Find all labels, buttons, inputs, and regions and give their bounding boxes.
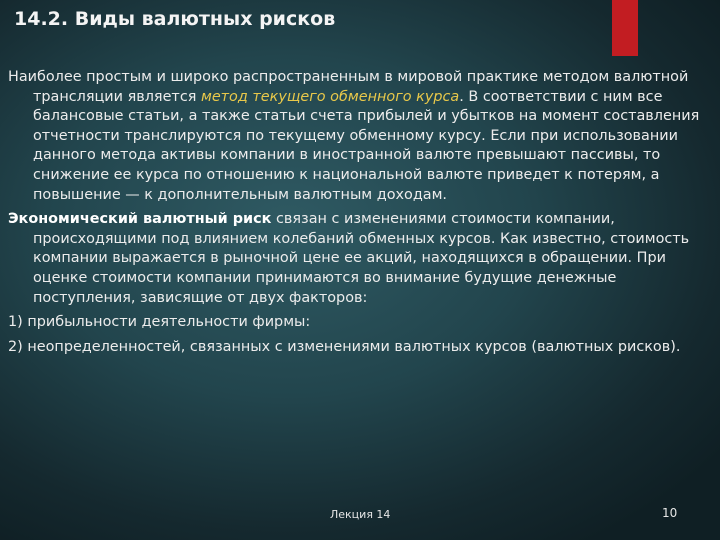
paragraph-text: связан с изменениями стоимости компании, происходящими под влиянием колебаний обменных курсов. Как известно, стоимость компании выражается в рыночной цене ее акций, находящихся в обращении. При оценке стоимости компании принимаются во внимание будущие денежные поступления, зависящие от двух факторов: xyxy=(33,211,690,306)
slide-title: 14.2. Виды валютных рисков xyxy=(14,8,336,30)
footer-label: Лекция 14 xyxy=(330,508,391,521)
accent-bar xyxy=(612,0,638,56)
list-item-uncertainty: 2) неопределенностей, связанных с изменениями валютных курсов (валютных рисков). xyxy=(8,338,681,355)
slide-body xyxy=(8,68,708,362)
bold-term: Экономический валютный риск xyxy=(8,211,272,228)
paragraph-text: Наиболее простым и широко распространенным в мировой практике методом валютной трансляции является xyxy=(8,69,689,105)
list-item-profitability: 1) прибыльности деятельности фирмы: xyxy=(8,314,311,331)
page-number: 10 xyxy=(662,506,678,520)
paragraph-economic-risk xyxy=(8,210,708,308)
highlighted-term: метод текущего обменного курса xyxy=(200,88,460,105)
paragraph-text: . В соответствии с ним все балансовые статьи, а также статьи счета прибылей и убытков на момент составления отчетности транслируются по текущему обменному курсу. Если при использовании данного метода активы компании в иностранной валюте превышают пассивы, то снижение ее курса по отношению к национальной валюте приведет к потерям, а повышение — к дополнительным валютным доходам. xyxy=(33,88,700,203)
paragraph-translation-method xyxy=(8,68,708,205)
